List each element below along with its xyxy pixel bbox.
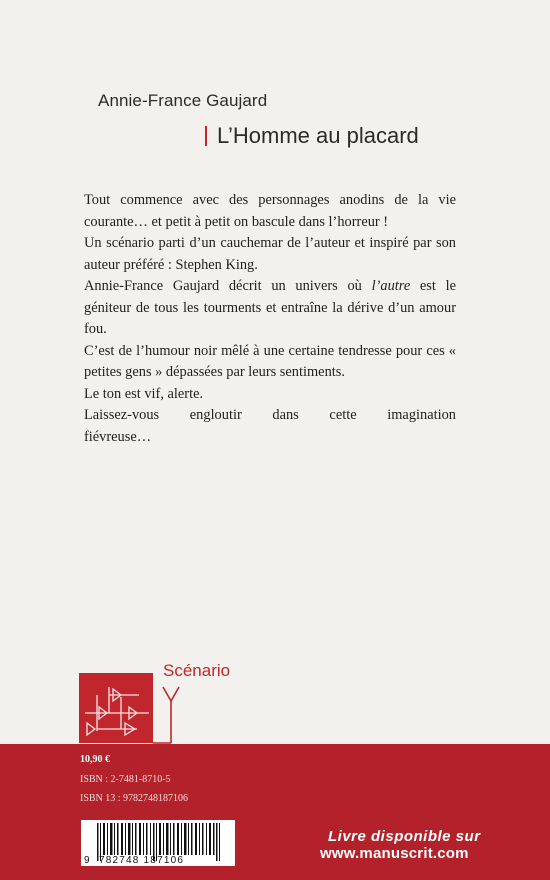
blurb-paragraph-4: C’est de l’humour noir mêlé à une certaine tendresse pour ces « petites gens » dépassées par leurs sentiments.: [84, 342, 456, 380]
blurb-text: [84, 190, 456, 448]
availability-line-1: Livre disponible sur: [328, 828, 481, 845]
isbn-10: ISBN : 2-7481-8710-5: [80, 774, 171, 785]
barcode: [81, 820, 235, 866]
price: 10,90 €: [80, 754, 110, 765]
blurb-paragraph-5: Le ton est vif, alerte.: [84, 385, 204, 402]
collection-name: Scénario: [163, 661, 231, 680]
blurb-paragraph-6-line-1: Laissez-vous engloutir dans cette imagination: [84, 407, 456, 423]
title-accent-bar: [205, 126, 207, 146]
blurb-paragraph-3: [84, 276, 456, 341]
barcode-first-digit: 9: [84, 855, 90, 866]
blurb-p3-end: est le géniteur de tous les tourments et entraîne la dérive d’un amour fou.: [84, 278, 456, 337]
blurb-paragraph-6-line-2: fiévreuse…: [84, 428, 152, 445]
author-name: Annie-France Gaujard: [98, 91, 268, 110]
blurb-p3-start: Annie-France Gaujard décrit un univers où: [84, 278, 372, 294]
availability-url: www.manuscrit.com: [320, 845, 469, 862]
title-block: [205, 123, 419, 149]
isbn-13: ISBN 13 : 9782748187106: [80, 793, 189, 804]
circuit-logo-icon: [79, 673, 199, 753]
book-title: L’Homme au placard: [217, 123, 419, 148]
blurb-paragraph-1: Tout commence avec des personnages anodins de la vie courante… et petit à petit on bascule dans l’horreur !: [84, 192, 456, 230]
barcode-digits: 782748 187106: [99, 855, 185, 866]
availability-note: [320, 828, 481, 862]
blurb-paragraph-2: Un scénario parti d’un cauchemar de l’auteur et inspiré par son auteur préféré : Stephen King.: [84, 235, 456, 273]
blurb-p3-emphasis: l’autre: [371, 278, 411, 294]
